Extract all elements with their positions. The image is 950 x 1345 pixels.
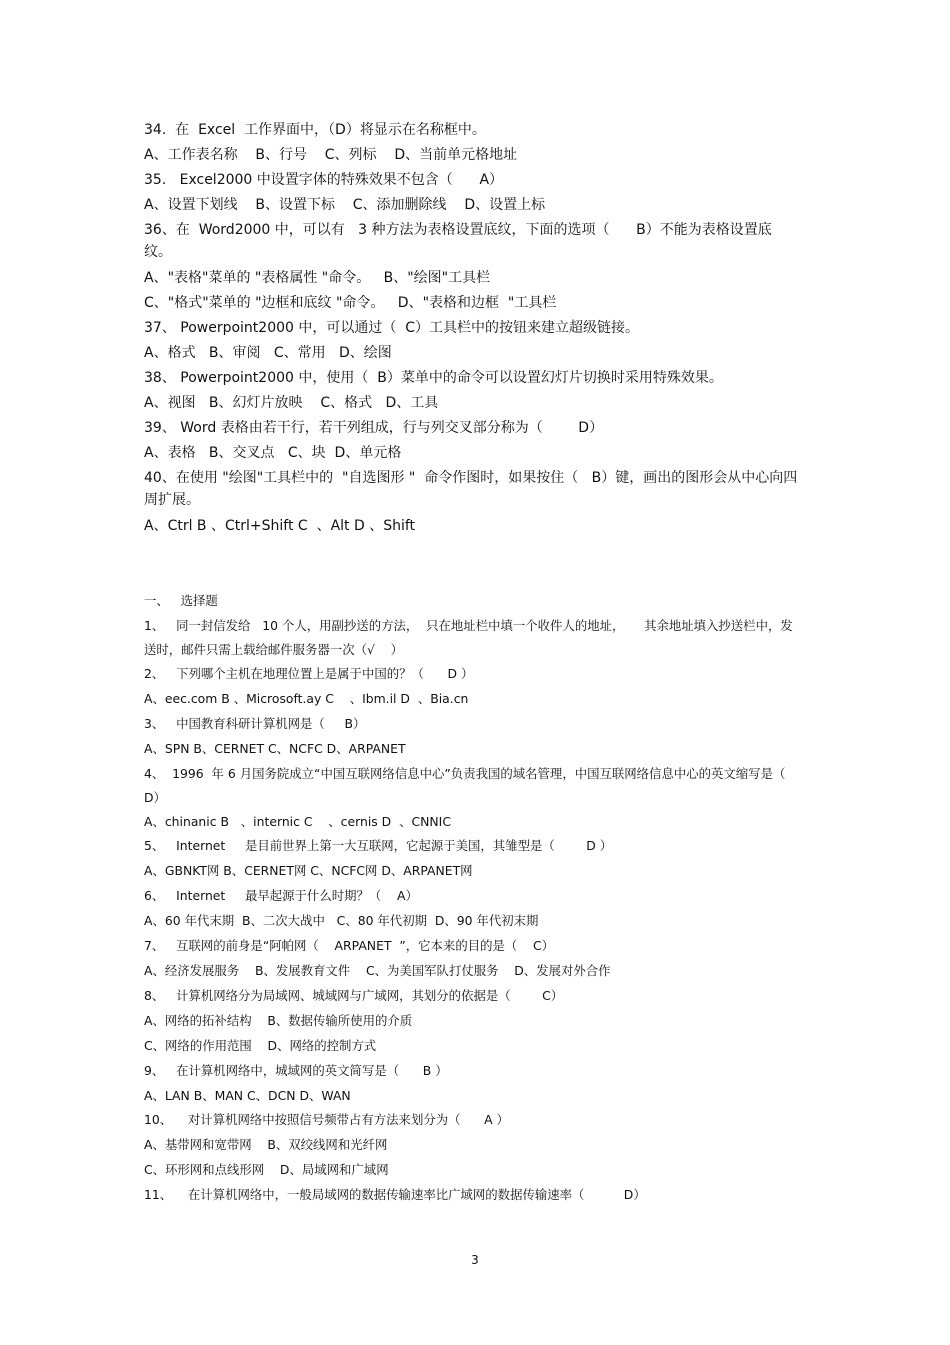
question-39: 39、 Word 表格由若干行，若干列组成，行与列交叉部分称为（ D） [144, 420, 604, 436]
question-35: 35. Excel2000 中设置字体的特殊效果不包含（ A） [144, 172, 504, 188]
options-n2: A、eec.com B 、Microsoft.ay C 、Ibm.il D 、Bia.cn [144, 690, 469, 706]
options-37: A、格式 B、审阅 C、常用 D、绘图 [144, 345, 392, 361]
options-n8-ab: A、网络的拓补结构 B、数据传输所使用的介质 [144, 1012, 413, 1028]
question-n4: 4、 1996 年 6 月国务院成立“中国互联网络信息中心”负责我国的域名管理，中国互联网络信息中心的英文缩写是（ D） [144, 765, 790, 805]
section-heading: 一、 选择题 [144, 593, 218, 608]
question-block-network [144, 589, 799, 1208]
options-36-ab: A、"表格"菜单的 "表格属性 "命令。 B、"绘图"工具栏 [144, 270, 491, 286]
options-n6: A、60 年代末期 B、二次大战中 C、80 年代初期 D、90 年代初末期 [144, 913, 539, 929]
page-number: 3 [471, 1253, 479, 1267]
options-n10-cd: C、环形网和点线形网 D、局域网和广域网 [144, 1162, 389, 1178]
question-n10: 10、 对计算机网络中按照信号频带占有方法来划分为（ A ） [144, 1112, 509, 1128]
options-34: A、工作表名称 B、行号 C、列标 D、当前单元格地址 [144, 147, 518, 163]
question-36: 36、在 Word2000 中，可以有 3 种方法为表格设置底纹，下面的选项（ B）不能为表格设置底纹。 [144, 222, 772, 260]
question-n8: 8、 计算机网络分为局域网、城域网与广域网，其划分的依据是（ C） [144, 987, 564, 1003]
options-40: A、Ctrl B 、Ctrl+Shift C 、Alt D 、Shift [144, 518, 416, 534]
question-n2: 2、 下列哪个主机在地理位置上是属于中国的？（ D ） [144, 665, 474, 681]
question-block-office [144, 118, 799, 539]
options-n3: A、SPN B、CERNET C、NCFC D、ARPANET [144, 740, 406, 756]
question-n6: 6、 Internet 最早起源于什么时期？（ A） [144, 888, 418, 904]
options-n10-ab: A、基带网和宽带网 B、双绞线网和光纤网 [144, 1137, 388, 1153]
options-36-cd: C、"格式"菜单的 "边框和底纹 "命令。 D、"表格和边框 "工具栏 [144, 295, 557, 311]
options-39: A、表格 B、交叉点 C、块 D、单元格 [144, 445, 402, 461]
options-n4: A、chinanic B 、internic C 、cernis D 、CNNIC [144, 813, 451, 829]
question-38: 38、 Powerpoint2000 中，使用（ B）菜单中的命令可以设置幻灯片切换时采用特殊效果。 [144, 370, 723, 386]
options-n8-cd: C、网络的作用范围 D、网络的控制方式 [144, 1037, 377, 1053]
options-n7: A、经济发展服务 B、发展教育文件 C、为美国军队打仗服务 D、发展对外合作 [144, 962, 611, 978]
question-40: 40、在使用 "绘图"工具栏中的 "自选图形 " 命令作图时，如果按住（ B）键，画出的图形会从中心向四周扩展。 [144, 470, 798, 508]
question-37: 37、 Powerpoint2000 中，可以通过（ C）工具栏中的按钮来建立超级链接。 [144, 320, 640, 336]
question-n11: 11、 在计算机网络中，一般局域网的数据传输速率比广域网的数据传输速率（ D） [144, 1187, 646, 1203]
question-34: 34. 在 Excel 工作界面中，（D）将显示在名称框中。 [144, 122, 486, 138]
options-n5: A、GBNKT网 B、CERNET网 C、NCFC网 D、ARPANET网 [144, 863, 473, 879]
question-n5: 5、 Internet 是目前世界上第一大互联网，它起源于美国，其雏型是（ D ） [144, 838, 613, 854]
options-38: A、视图 B、幻灯片放映 C、格式 D、工具 [144, 395, 439, 411]
question-n9: 9、 在计算机网络中，城域网的英文简写是（ B ） [144, 1062, 448, 1078]
question-n7: 7、 互联网的前身是“阿帕网（ ARPANET ”，它本来的目的是（ C） [144, 938, 555, 954]
question-n1: 1、 同一封信发给 10 个人，用副抄送的方法， 只在地址栏中填一个收件人的地址， 其余地址填入抄送栏中，发送时，邮件只需上载给邮件服务器一次（√ ） [144, 617, 793, 657]
options-35: A、设置下划线 B、设置下标 C、添加删除线 D、设置上标 [144, 197, 546, 213]
question-n3: 3、 中国教育科研计算机网是（ B） [144, 715, 366, 731]
options-n9: A、LAN B、MAN C、DCN D、WAN [144, 1087, 351, 1103]
